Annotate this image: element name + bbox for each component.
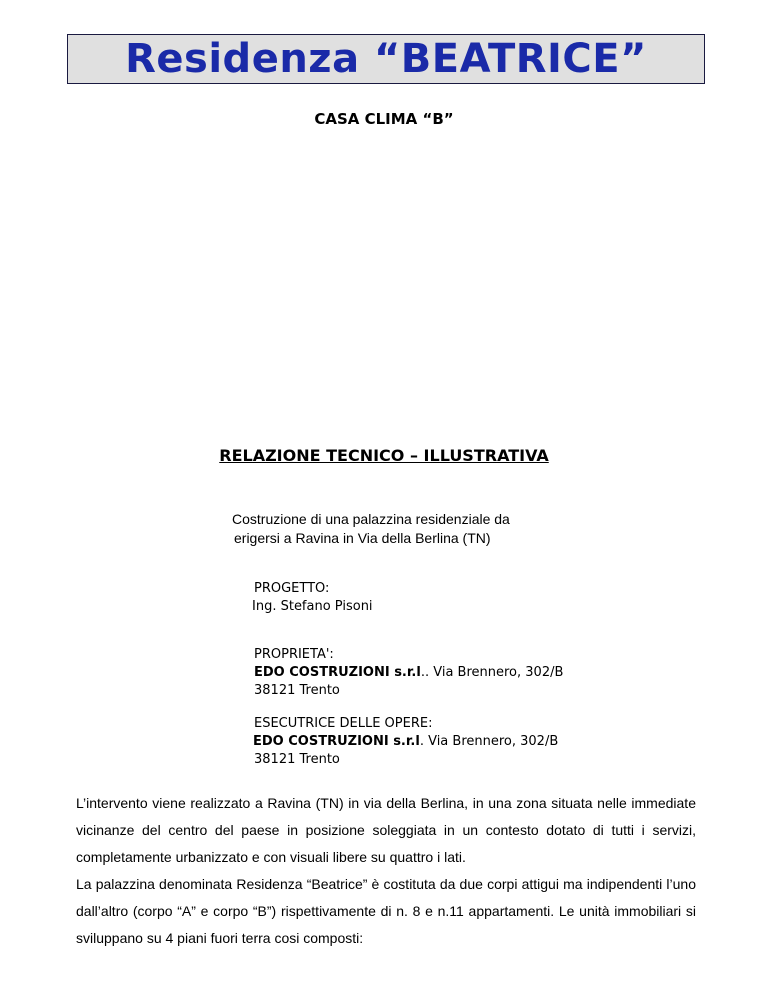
- esecutrice-street: . Via Brennero, 302/B: [419, 734, 559, 749]
- subtitle: CASA CLIMA “B”: [314, 110, 454, 128]
- description-line-1: Costruzione di una palazzina residenziale da: [232, 511, 510, 527]
- proprieta-company: EDO COSTRUZIONI s.r.l: [254, 665, 421, 680]
- esecutrice-company: EDO COSTRUZIONI s.r.l: [253, 734, 420, 749]
- description-line-2: erigersi a Ravina in Via della Berlina (TN): [234, 530, 491, 546]
- esecutrice-address: [253, 733, 558, 751]
- proprieta-address: [254, 664, 563, 682]
- proprieta-street: .. Via Brennero, 302/B: [420, 665, 564, 680]
- proprieta-label: PROPRIETA':: [254, 647, 334, 662]
- esecutrice-block: [253, 715, 558, 769]
- esecutrice-label: ESECUTRICE DELLE OPERE:: [254, 716, 433, 731]
- progetto-block: [254, 580, 373, 616]
- proprieta-block: [254, 646, 563, 700]
- project-description: [232, 510, 510, 548]
- body-paragraph-1: L’intervento viene realizzato a Ravina (TN) in via della Berlina, in una zona situata nelle immediate vicinanze del centro del paese in posizione soleggiata in un contesto dotato di tutti i servizi, completamente urbanizzato e con visuali libere su quattro i lati.: [76, 795, 696, 865]
- progetto-name: Ing. Stefano Pisoni: [252, 599, 373, 614]
- title-box: [67, 34, 705, 84]
- section-heading: RELAZIONE TECNICO – ILLUSTRATIVA: [219, 446, 549, 465]
- proprieta-city: 38121 Trento: [254, 683, 340, 698]
- esecutrice-city: 38121 Trento: [254, 752, 340, 767]
- body-paragraph-2: La palazzina denominata Residenza “Beatrice” è costituta da due corpi attigui ma indipendenti l’uno dall’altro (corpo “A” e corpo “B”) rispettivamente di n. 8 e n.11 appartamenti. Le unità immobiliari si sviluppano su 4 piani fuori terra cosi composti:: [76, 876, 696, 946]
- document-title: Residenza “BEATRICE”: [125, 36, 647, 82]
- progetto-label: PROGETTO:: [254, 581, 330, 596]
